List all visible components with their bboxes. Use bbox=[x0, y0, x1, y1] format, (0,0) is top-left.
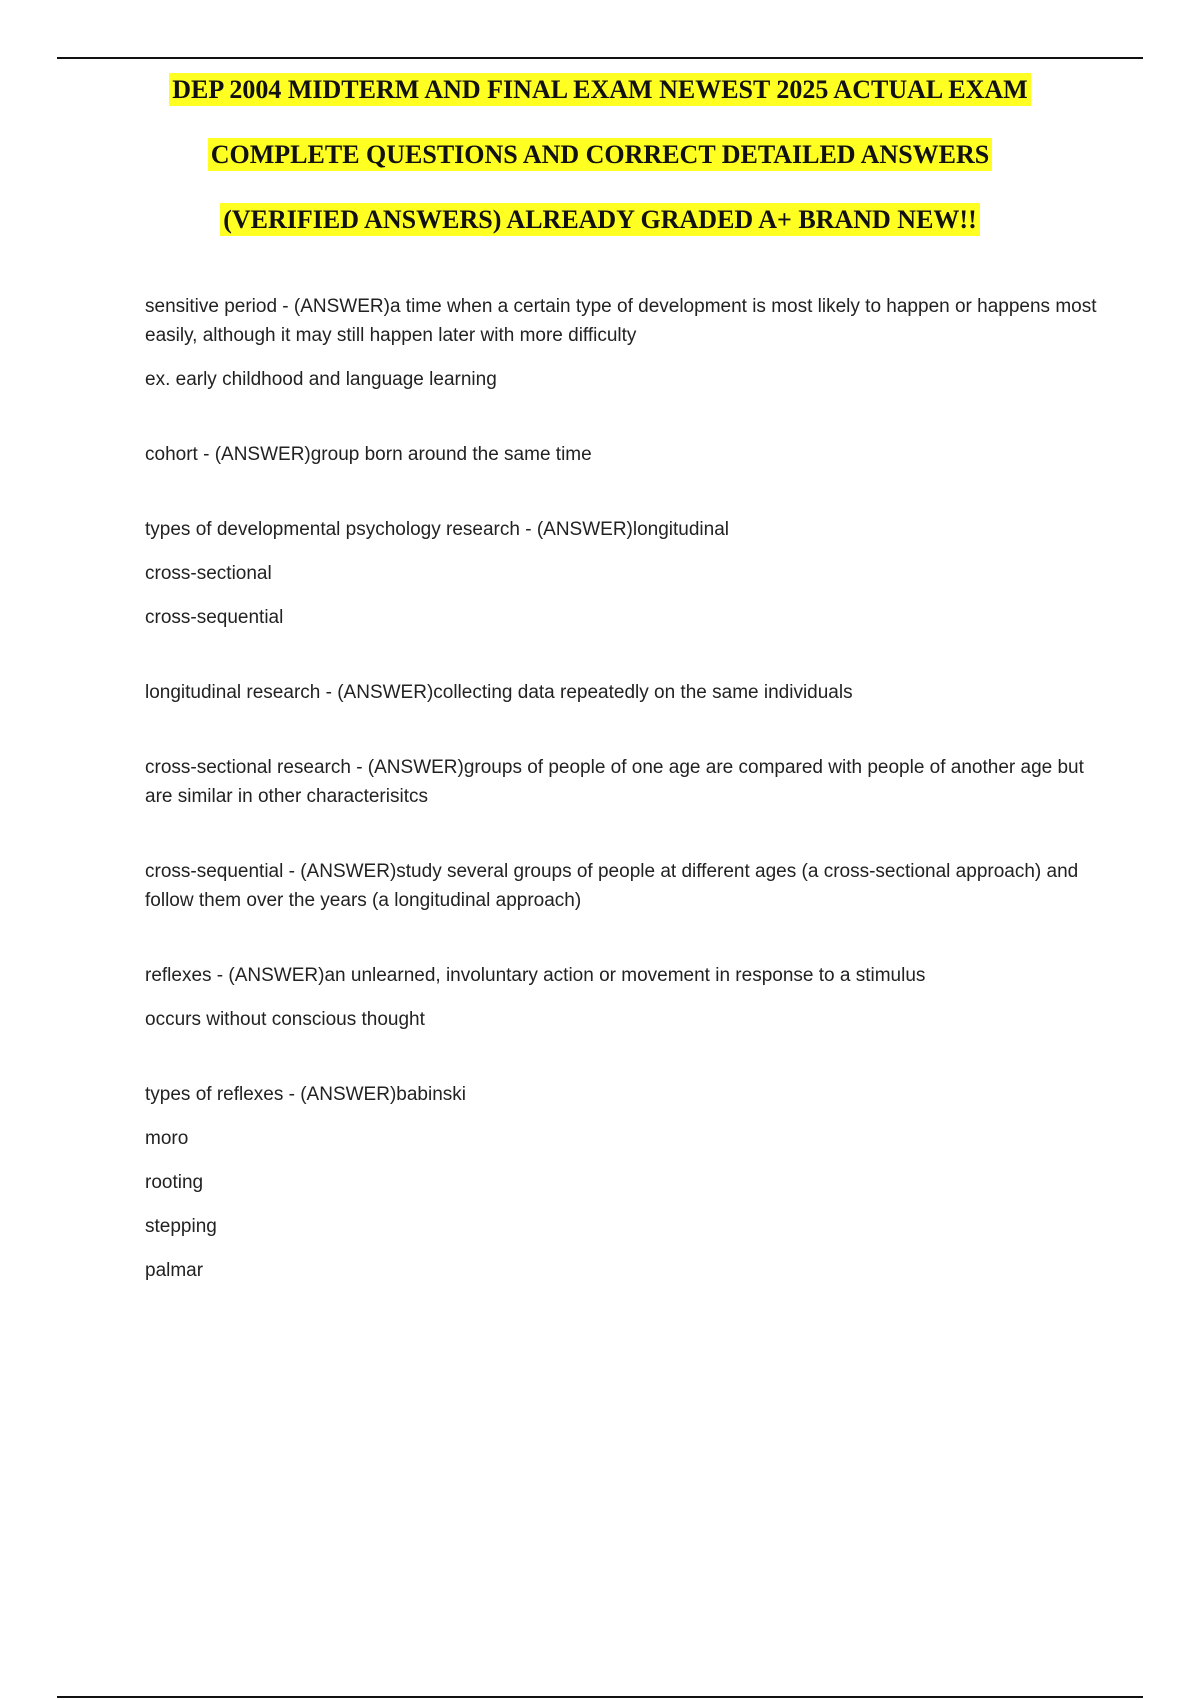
qa-entry bbox=[145, 961, 1105, 1034]
entry-spacer bbox=[145, 632, 1105, 678]
qa-text: longitudinal research - (ANSWER)collecting data repeatedly on the same individuals bbox=[145, 682, 853, 703]
qa-text: types of developmental psychology research - (ANSWER)longitudinal bbox=[145, 519, 729, 540]
qa-extra-line: palmar bbox=[145, 1260, 204, 1281]
qa-extra-line: stepping bbox=[145, 1216, 217, 1237]
qa-text: types of reflexes - (ANSWER)babinski bbox=[145, 1084, 466, 1105]
top-rule bbox=[57, 57, 1143, 59]
qa-extra-line: cross-sequential bbox=[145, 607, 284, 628]
qa-entry bbox=[145, 1080, 1105, 1285]
qa-entry bbox=[145, 515, 1105, 632]
qa-entry bbox=[145, 440, 1105, 469]
document-title bbox=[100, 66, 1100, 261]
qa-extra-line: ex. early childhood and language learning bbox=[145, 369, 497, 390]
entry-spacer bbox=[145, 394, 1105, 440]
title-line bbox=[100, 66, 1100, 131]
qa-extra-line: rooting bbox=[145, 1172, 204, 1193]
qa-list bbox=[145, 292, 1105, 1285]
qa-entry bbox=[145, 292, 1105, 394]
qa-text: cohort - (ANSWER)group born around the same time bbox=[145, 444, 592, 465]
entry-spacer bbox=[145, 469, 1105, 515]
entry-spacer bbox=[145, 915, 1105, 961]
title-line bbox=[100, 131, 1100, 196]
entry-spacer bbox=[145, 811, 1105, 857]
title-line-text: DEP 2004 MIDTERM AND FINAL EXAM NEWEST 2025 ACTUAL EXAM bbox=[169, 73, 1030, 106]
entry-spacer bbox=[145, 1034, 1105, 1080]
entry-spacer bbox=[145, 707, 1105, 753]
title-line-text: COMPLETE QUESTIONS AND CORRECT DETAILED ANSWERS bbox=[208, 138, 993, 171]
qa-entry bbox=[145, 857, 1105, 915]
title-line bbox=[100, 196, 1100, 261]
bottom-rule bbox=[57, 1696, 1143, 1698]
qa-text: cross-sequential - (ANSWER)study several groups of people at different ages (a cross-sectional approach) and follow them over the years (a longitudinal approach) bbox=[145, 861, 1079, 911]
qa-extra-line: occurs without conscious thought bbox=[145, 1009, 425, 1030]
title-line-text: (VERIFIED ANSWERS) ALREADY GRADED A+ BRAND NEW!! bbox=[220, 203, 979, 236]
qa-entry bbox=[145, 753, 1105, 811]
qa-extra-line: moro bbox=[145, 1128, 189, 1149]
qa-entry bbox=[145, 678, 1105, 707]
qa-text: cross-sectional research - (ANSWER)groups of people of one age are compared with people of another age but are similar in other characterisitcs bbox=[145, 757, 1084, 807]
qa-text: sensitive period - (ANSWER)a time when a certain type of development is most likely to happen or happens most easily, although it may still happen later with more difficulty bbox=[145, 296, 1097, 346]
qa-extra-line: cross-sectional bbox=[145, 563, 272, 584]
qa-text: reflexes - (ANSWER)an unlearned, involuntary action or movement in response to a stimulus bbox=[145, 965, 926, 986]
